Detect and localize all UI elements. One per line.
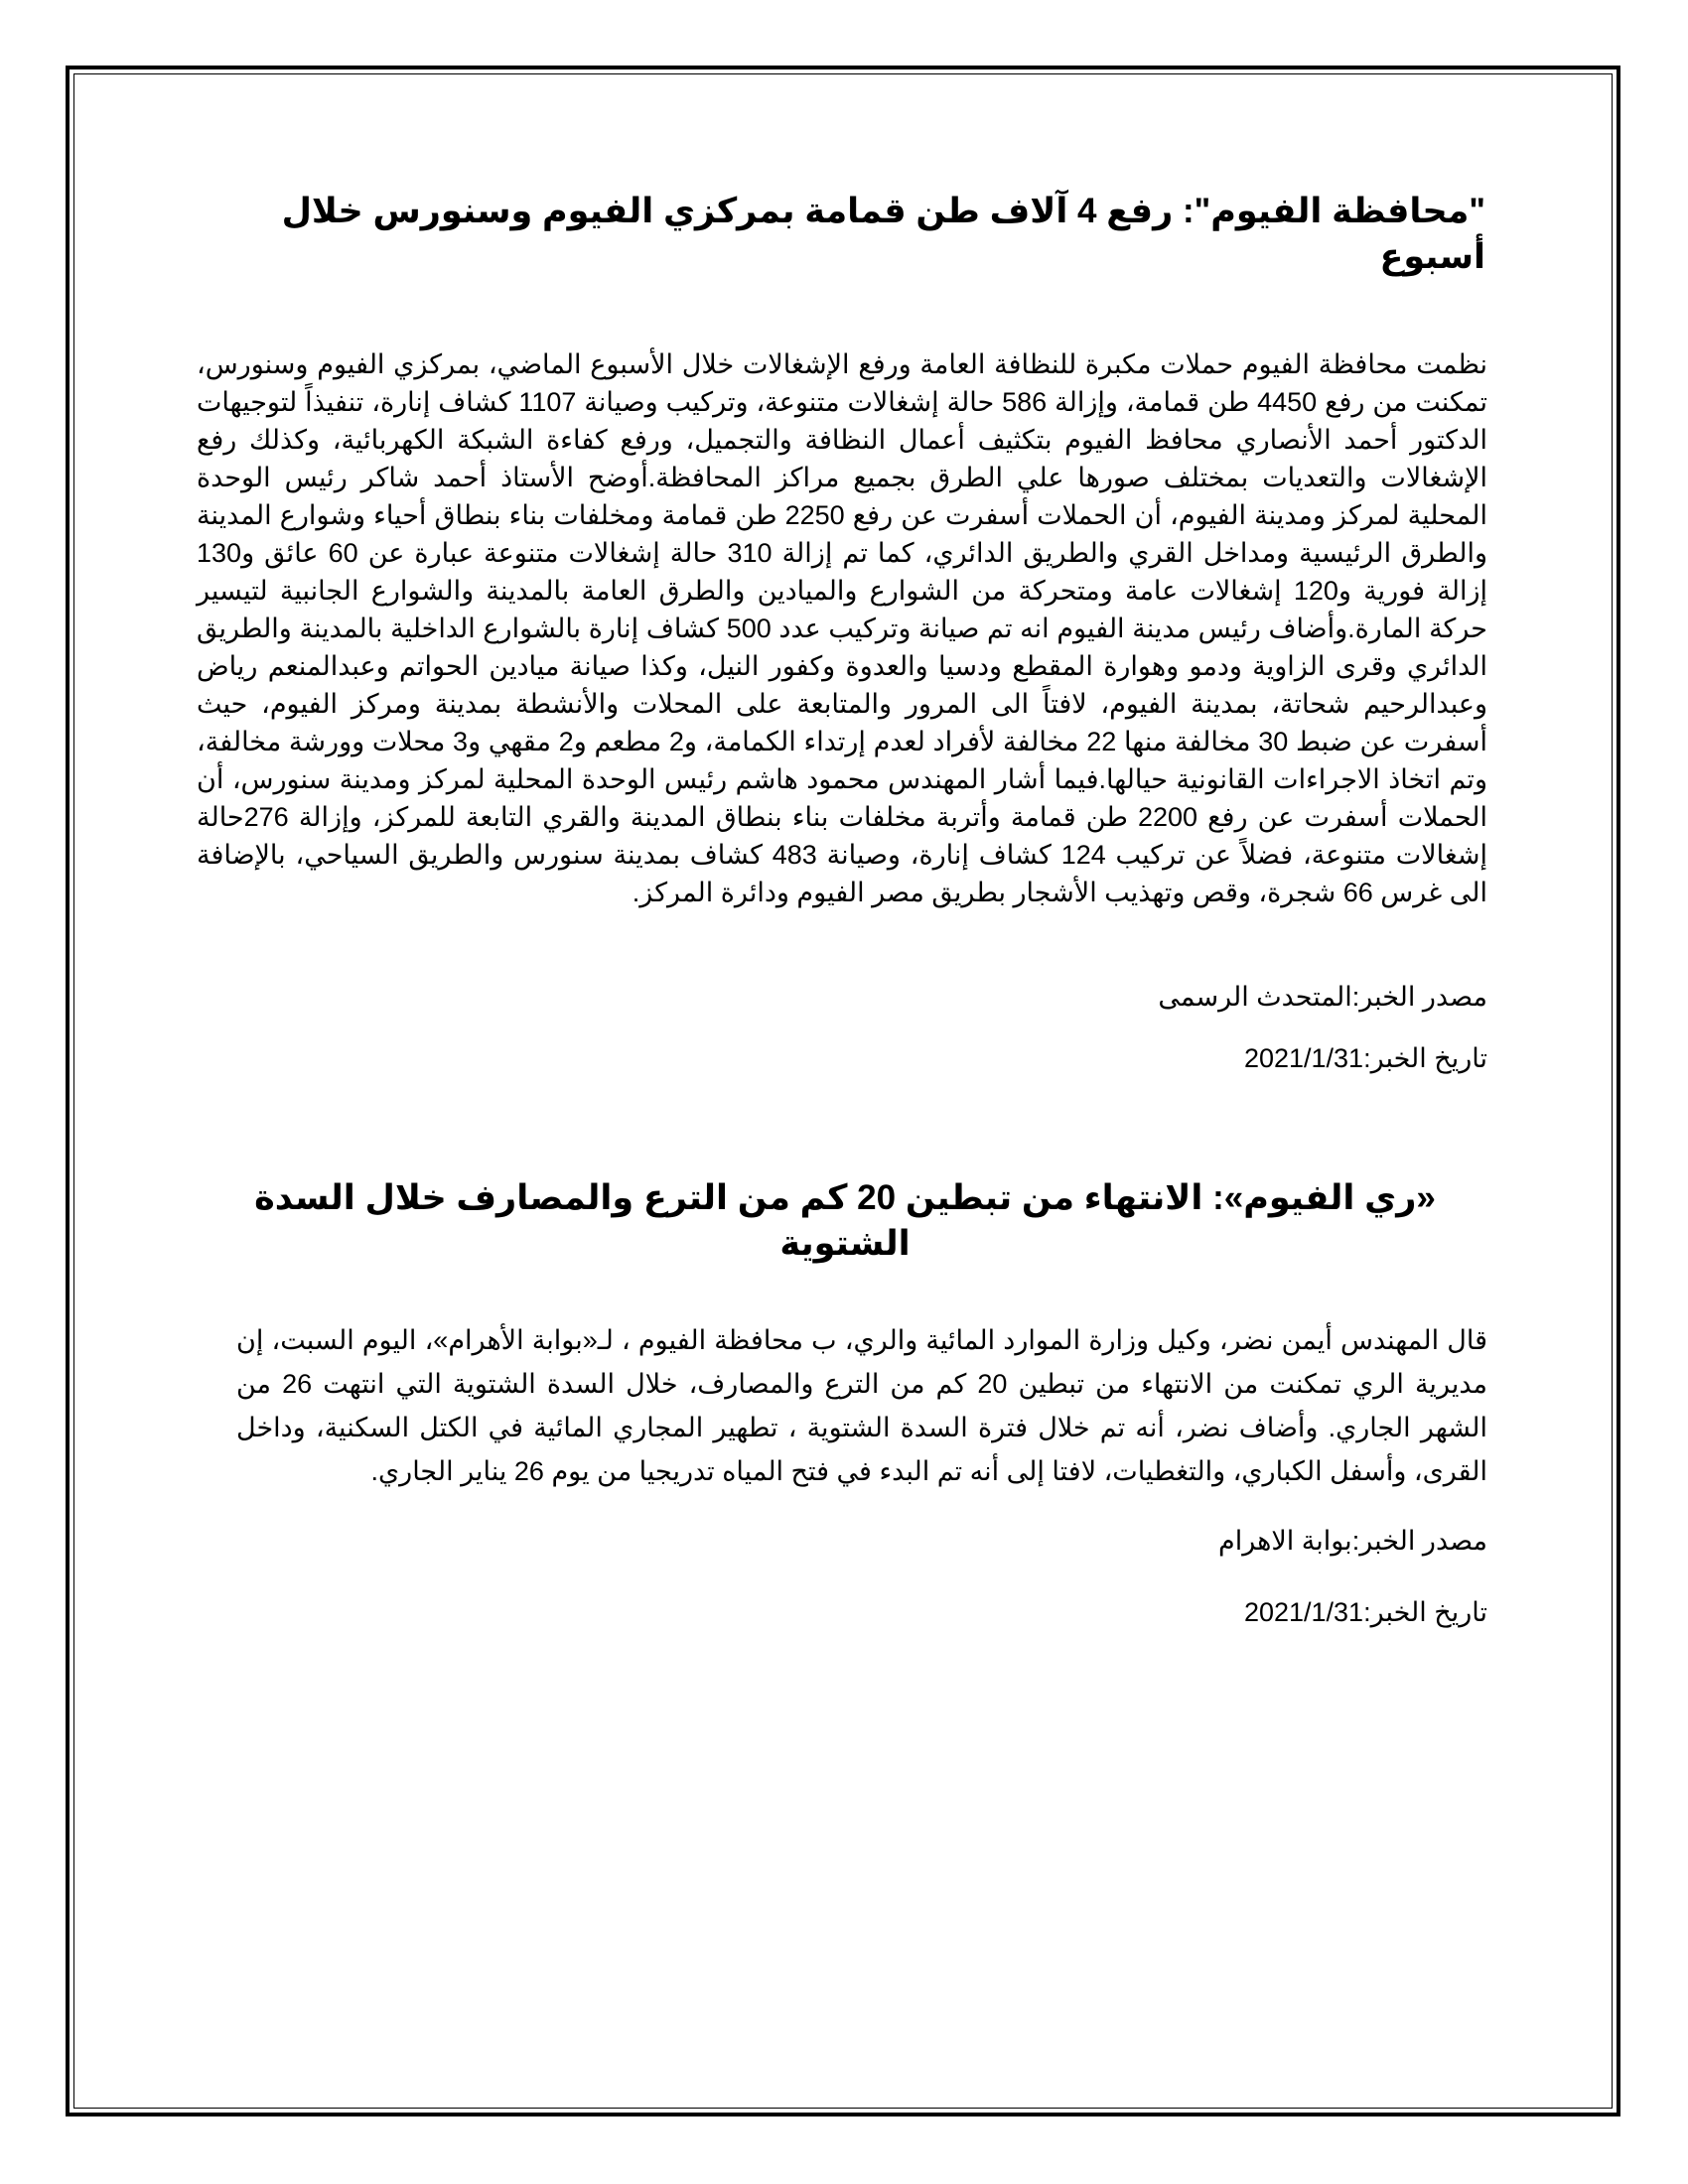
article-1-headline: "محافظة الفيوم": رفع 4 آلاف طن قمامة بمركزي الفيوم وسنورس خلال أسبوع: [281, 192, 1485, 276]
article-2: [197, 1175, 1493, 1630]
article-1-source: مصدر الخبر:المتحدث الرسمى: [1158, 982, 1487, 1012]
article-2-headline: «ري الفيوم»: الانتهاء من تبطين 20 كم من الترع والمصارف خلال السدة الشتوية: [254, 1178, 1436, 1263]
article-1-date: تاريخ الخبر:2021/1/31: [1243, 1043, 1487, 1073]
article-1-body: نظمت محافظة الفيوم حملات مكبرة للنظافة العامة ورفع الإشغالات خلال الأسبوع الماضي، بمركزي الفيوم وسنورس، تمكنت من رفع 4450 طن قمامة، وإزالة 586 حالة إشغالات متنوعة، وتركيب وصيانة 1107 كشاف إنارة، تنفيذاً لتوجيهات الدكتور أحمد الأنصاري محافظ الفيوم بتكثيف أعمال النظافة والتجميل، ورفع كفاءة الشبكة الكهربائية، وكذلك رفع الإشغالات والتعديات بمختلف صورها علي الطرق بجميع مراكز المحافظة.أوضح الأستاذ أحمد شاكر رئيس الوحدة المحلية لمركز ومدينة الفيوم، أن الحملات أسفرت عن رفع 2250 طن قمامة ومخلفات بناء بنطاق أحياء وشوارع المدينة والطرق الرئيسية ومداخل القري والطريق الدائري، كما تم إزالة 310 حالة إشغالات متنوعة عبارة عن 60 عائق و130 إزالة فورية و120 إشغالات عامة ومتحركة من الشوارع والميادين والطرق العامة بالمدينة والشوارع الجانبية لتيسير حركة المارة.وأضاف رئيس مدينة الفيوم انه تم صيانة وتركيب عدد 500 كشاف إنارة بالشوارع الداخلية بالمدينة والطريق الدائري وقرى الزاوية ودمو وهوارة المقطع ودسيا والعدوة وكفور النيل، وكذا صيانة ميادين الحواتم وعبدالمنعم رياض وعبدالرحيم شحاتة، بمدينة الفيوم، لافتاً الى المرور والمتابعة على المحلات والأنشطة بمدينة ومركز الفيوم، حيث أسفرت عن ضبط 30 مخالفة منها 22 مخالفة لأفراد لعدم إرتداء الكمامة، و2 مطعم و2 مقهي و3 محلات وورشة مخالفة، وتم اتخاذ الاجراءات القانونية حيالها.فيما أشار المهندس محمود هاشم رئيس الوحدة المحلية لمركز ومدينة سنورس، أن الحملات أسفرت عن رفع 2200 طن قمامة وأتربة مخلفات بناء بنطاق المدينة والقري التابعة للمركز، وإزالة 276حالة إشغالات متنوعة، فضلاً عن تركيب 124 كشاف إنارة، وصيانة 483 كشاف بمدينة سنورس والطريق السياحي، بالإضافة الى غرس 66 شجرة، وقص وتهذيب الأشجار بطريق مصر الفيوم ودائرة المركز.: [197, 349, 1487, 907]
article-2-body: قال المهندس أيمن نضر، وكيل وزارة الموارد المائية والري، ب محافظة الفيوم ، لـ«بوابة الأهرام»، اليوم السبت، إن مديرية الري تمكنت من الانتهاء من تبطين 20 كم من الترع والمصارف، خلال السدة الشتوية التي انتهت 26 من الشهر الجاري. وأضاف نضر، أنه تم خلال فترة السدة الشتوية ، تطهير المجاري المائية في الكتل السكنية، وداخل القرى، وأسفل الكباري، والتغطيات، لافتا إلى أنه تم البدء في فتح المياه تدريجيا من يوم 26 يناير الجاري.: [236, 1325, 1487, 1486]
article-2-source: مصدر الخبر:بوابة الاهرام: [1217, 1526, 1487, 1556]
document-content: [197, 189, 1493, 1630]
article-2-date: تاريخ الخبر:2021/1/31: [1243, 1597, 1487, 1627]
article-1: [197, 189, 1493, 1076]
